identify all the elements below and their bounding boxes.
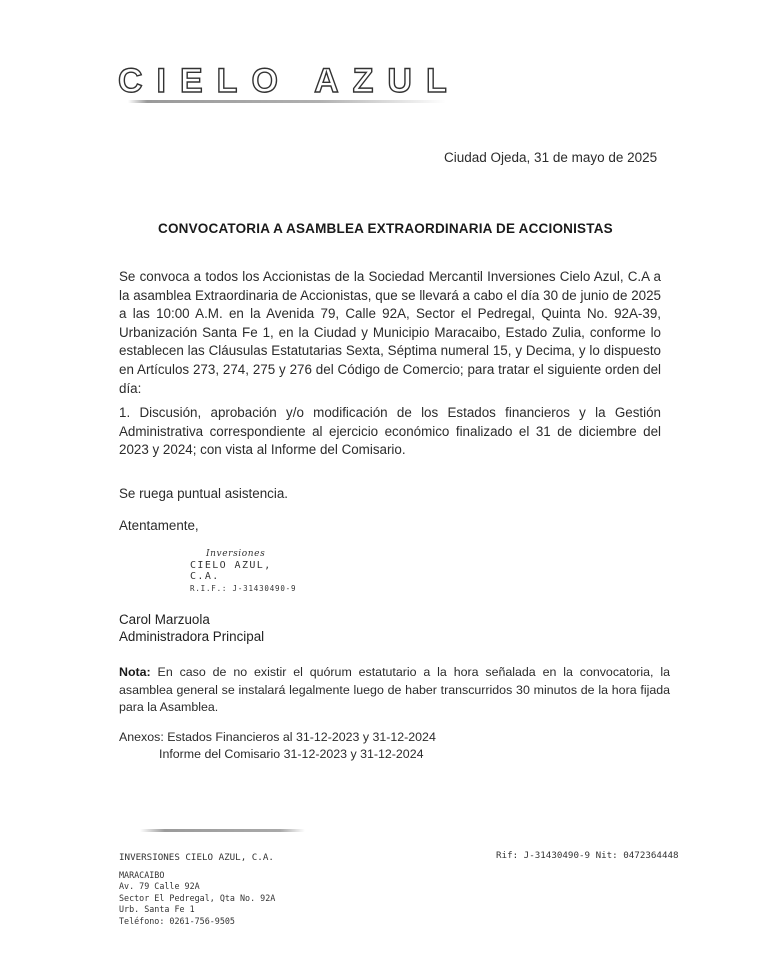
footer-address-line: Av. 79 Calle 92A <box>119 881 200 892</box>
stamp-line-1: Inversiones <box>206 549 266 559</box>
footer-company: INVERSIONES CIELO AZUL, C.A. <box>119 852 274 863</box>
signatory-block <box>119 612 264 645</box>
footer-address <box>119 870 275 927</box>
stamp-line-2: CIELO AZUL, C.A. <box>190 560 272 582</box>
signatory-role: Administradora Principal <box>119 628 265 644</box>
letterhead-logo: CIELO AZUL <box>118 62 461 100</box>
document-title: CONVOCATORIA A ASAMBLEA EXTRAORDINARIA DE ACCIONISTAS <box>158 221 613 236</box>
note-paragraph <box>119 664 670 717</box>
note-text: En caso de no existir el quórum estatutario a la hora señalada en la convocatoria, la asamblea general se instalará legalmente luego de haber transcurridos 30 minutos de la hora fijada para la Asamblea. <box>119 665 670 715</box>
footer-ids: Rif: J-31430490-9 Nit: 0472364448 <box>496 850 679 861</box>
footer-address-line: MARACAIBO <box>119 870 165 880</box>
annexes-line-2: Informe del Comisario 31-12-2023 y 31-12-2024 <box>159 746 424 761</box>
request-line: Se ruega puntual asistencia. <box>119 486 288 501</box>
footer-rule <box>140 829 305 832</box>
date-line: Ciudad Ojeda, 31 de mayo de 2025 <box>444 150 658 165</box>
annexes-block <box>119 729 436 762</box>
letterhead-rule <box>128 100 446 103</box>
footer-address-line: Sector El Pedregal, Qta No. 92A <box>119 892 276 903</box>
stamp-line-3: R.I.F.: J-31430490-9 <box>190 584 297 593</box>
agenda-item: 1. Discusión, aprobación y/o modificación de los Estados financieros y la Gestión Administrativa correspondiente al ejercicio económico finalizado el 31 de diciembre del 2023 y 2024; con vista al Informe del Comisario. <box>119 405 661 458</box>
company-stamp <box>190 549 300 593</box>
note-label: Nota: <box>119 665 151 679</box>
signatory-name: Carol Marzuola <box>119 612 210 627</box>
footer-address-line: Urb. Santa Fe 1 <box>119 904 195 915</box>
annexes-line-1: Anexos: Estados Financieros al 31-12-2023 y 31-12-2024 <box>119 730 436 744</box>
closing-line: Atentamente, <box>119 518 199 533</box>
footer-address-line: Teléfono: 0261-756-9505 <box>119 915 235 926</box>
body-paragraph: Se convoca a todos los Accionistas de la Sociedad Mercantil Inversiones Cielo Azul, C.A a la asamblea Extraordinaria de Accionistas, que se llevará a cabo el día 30 de junio de 2025 a las 10:00 A.M. en la Avenida 79, Calle 92A, Sector el Pedregal, Quinta No. 92A-39, Urbanización Santa Fe 1, en la Ciudad y Municipio Maracaibo, Estado Zulia, conforme lo establecen las Cláusulas Estatutarias Sexta, Séptima numeral 15, y Decima, y lo dispuesto en Artículos 273, 274, 275 y 276 del Código de Comercio; para tratar el siguiente orden del día: <box>119 269 661 396</box>
